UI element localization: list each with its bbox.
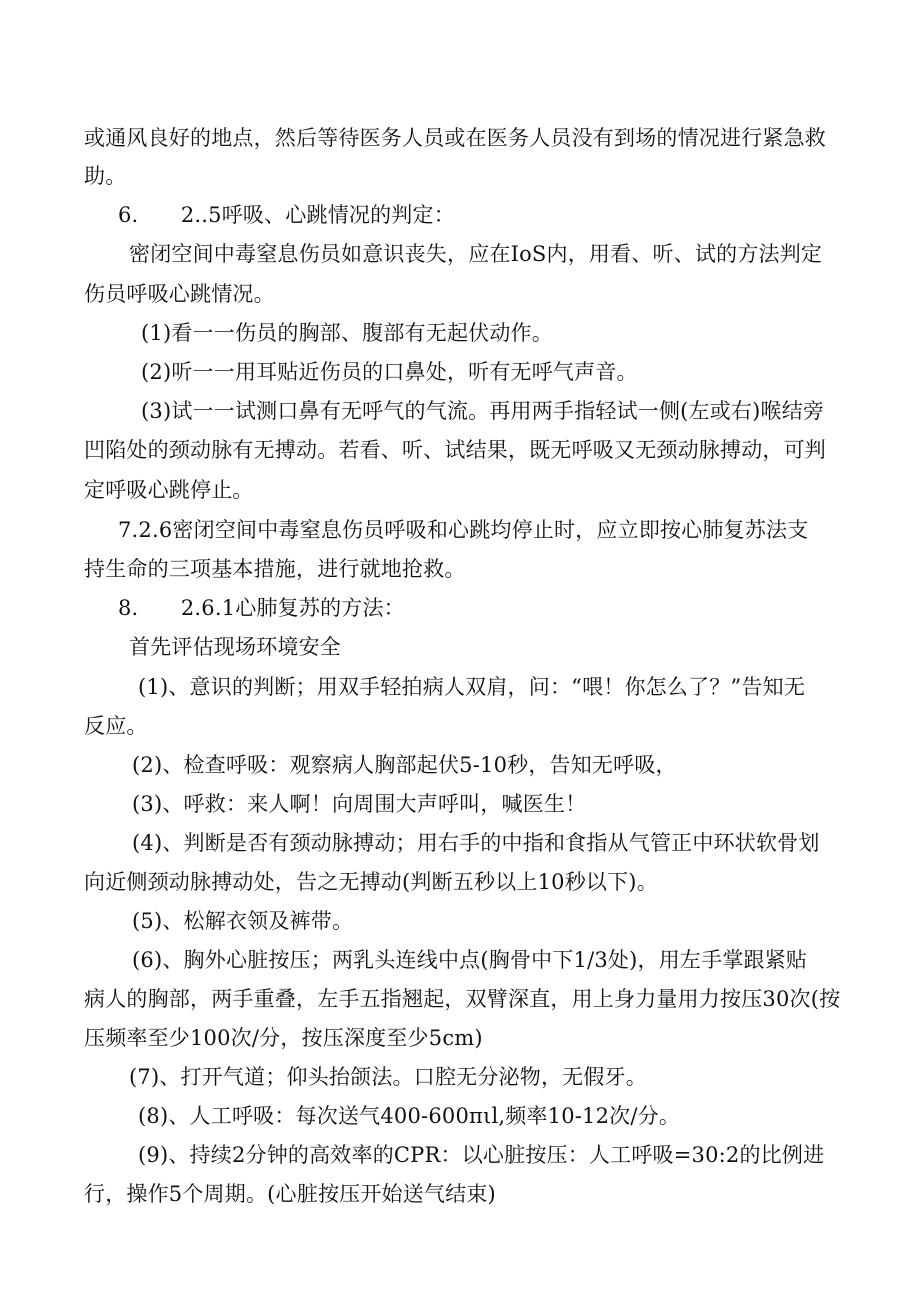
section-heading: 6. 2..5呼吸、心跳情况的判定： <box>118 203 455 227</box>
paragraph-line: 压频率至少100次/分，按压深度至少5cm) <box>84 1026 483 1050</box>
paragraph-line: 持生命的三项基本措施，进行就地抢救。 <box>84 557 466 581</box>
list-item: (1)、意识的判断；用双手轻拍病人双肩，问：“喂！你怎么了？”告知无 <box>138 675 806 699</box>
list-item: (6)、胸外心脏按压；两乳头连线中点(胸骨中下1/3处)，用左手掌跟紧贴 <box>132 948 808 972</box>
list-item: (3)、呼救：来人啊！向周围大声呼叫，喊医生！ <box>132 792 587 816</box>
list-item: (2)听一一用耳贴近伤员的口鼻处，听有无呼气声音。 <box>141 360 638 384</box>
section-heading: 7.2.6密闭空间中毒窒息伤员呼吸和心跳均停止时，应立即按心肺复苏法支 <box>118 518 809 542</box>
list-item: (1)看一一伤员的胸部、腹部有无起伏动作。 <box>141 321 553 345</box>
paragraph-line: 伤员呼吸心跳情况。 <box>84 282 275 306</box>
list-item: (7)、打开气道；仰头抬颌法。口腔无分泌物，无假牙。 <box>129 1065 647 1089</box>
paragraph-line: 助。 <box>84 164 127 188</box>
list-item: (9)、持续2分钟的高效率的CPR：以心脏按压：人工呼吸=30:2的比例进 <box>138 1143 825 1167</box>
paragraph-line: 凹陷处的颈动脉有无搏动。若看、听、试结果，既无呼吸又无颈动脉搏动，可判 <box>84 438 826 462</box>
paragraph-line: 反应。 <box>84 714 148 738</box>
list-item: (8)、人工呼吸：每次送气400-600πιl,频率10-12次/分。 <box>138 1104 681 1128</box>
paragraph-line: 首先评估现场环境安全 <box>129 635 341 659</box>
paragraph-line: 密闭空间中毒窒息伤员如意识丧失，应在IoS内，用看、听、试的方法判定 <box>129 242 823 266</box>
list-item: (3)试一一试测口鼻有无呼气的气流。再用两手指轻试一侧(左或右)喉结旁 <box>141 399 825 423</box>
paragraph-line: 行，操作5个周期。(心脏按压开始送气结束) <box>84 1182 496 1206</box>
list-item: (2)、检查呼吸：观察病人胸部起伏5-10秒，告知无呼吸， <box>132 753 677 777</box>
paragraph-line: 向近侧颈动脉搏动处，告之无搏动(判断五秒以上10秒以下)。 <box>84 870 658 894</box>
list-item: (4)、判断是否有颈动脉搏动；用右手的中指和食指从气管正中环状软骨划 <box>132 831 820 855</box>
section-heading: 8. 2.6.1心肺复苏的方法： <box>118 596 405 620</box>
paragraph-line: 病人的胸部，两手重叠，左手五指翘起，双臂深直，用上身力量用力按压30次(按 <box>84 987 841 1011</box>
list-item: (5)、松解衣领及裤带。 <box>132 909 354 933</box>
paragraph-line: 或通风良好的地点，然后等待医务人员或在医务人员没有到场的情况进行紧急救 <box>84 126 826 150</box>
paragraph-line: 定呼吸心跳停止。 <box>84 478 254 502</box>
